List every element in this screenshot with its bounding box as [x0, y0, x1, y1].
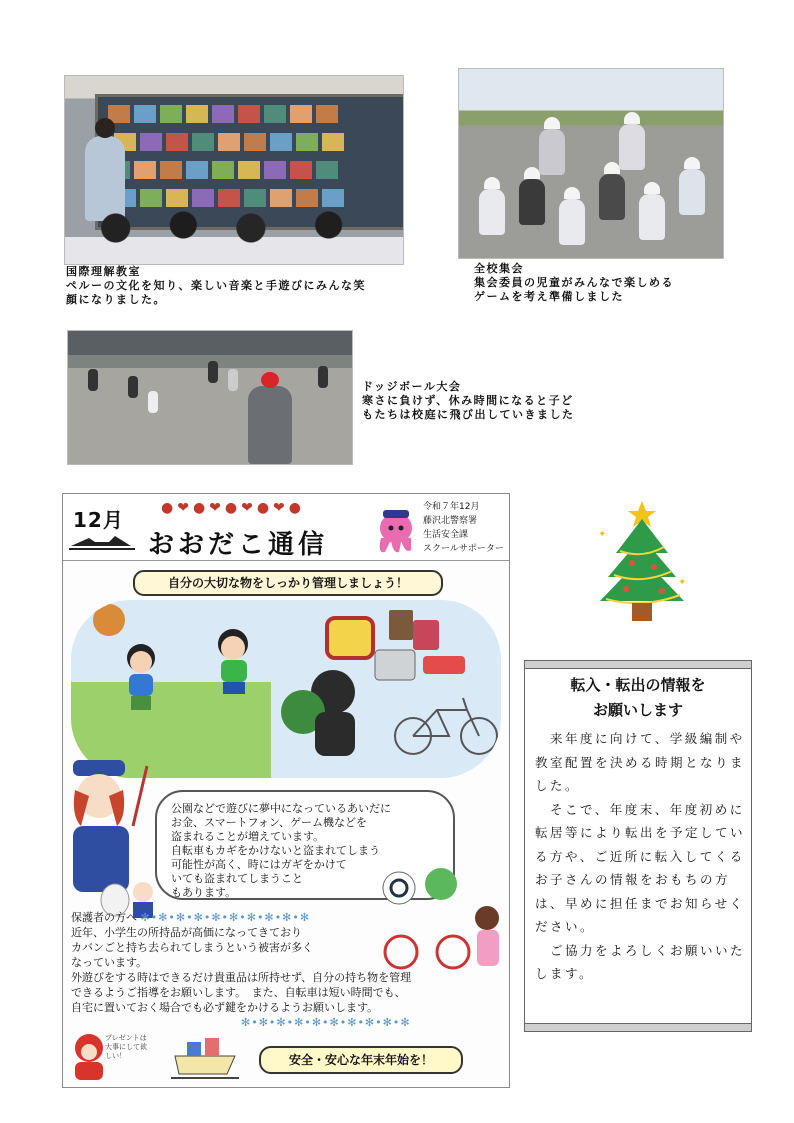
gift-note: プレゼントは大事にして欲しい！	[105, 1034, 147, 1060]
svg-text:✦: ✦	[678, 577, 687, 588]
board-photo-tile	[134, 161, 156, 179]
board-photo-tile	[290, 161, 312, 179]
board-photo-tile	[322, 133, 344, 151]
footer-banner: 安全・安心な年末年始を！	[259, 1046, 463, 1074]
transfer-info-box	[524, 660, 752, 1032]
photo-school-assembly	[458, 68, 724, 259]
board-photo-tile	[186, 161, 208, 179]
caption-title: 全校集会	[474, 262, 524, 275]
board-photo-tile	[264, 105, 286, 123]
police-newsletter	[62, 493, 510, 1088]
board-photo-tile	[296, 133, 318, 151]
box-bottom-band	[525, 1023, 751, 1031]
caption-line: 寒さに負けず、休み時間になると子ど	[362, 394, 574, 407]
thief-icon	[281, 670, 355, 756]
photo-dodgeball	[67, 330, 353, 465]
issuer-block: 令和７年12月 藤沢北警察署 生活安全課 スクールサポーター	[423, 502, 504, 554]
board-photo-tile	[316, 105, 338, 123]
board-photo-tile	[264, 161, 286, 179]
board-photo-tile	[218, 133, 240, 151]
backpack-icon	[327, 618, 373, 658]
octopus-mascot-icon	[373, 508, 419, 556]
board-photo-tile	[134, 105, 156, 123]
newsletter-header	[63, 494, 509, 561]
sleigh-icon	[69, 532, 139, 552]
caption-title: ドッジボール大会	[362, 380, 462, 393]
board-photo-tile	[160, 105, 182, 123]
board-photo-tile	[140, 133, 162, 151]
caption-photo3	[362, 380, 575, 422]
board-photo-tile	[160, 161, 182, 179]
caption-line: もたちは校庭に飛び出していきました	[362, 408, 575, 421]
board-photo-tile	[238, 105, 260, 123]
info-paragraph: ご協力をよろしくお願いいたします。	[535, 942, 746, 981]
board-photo-tile	[238, 161, 260, 179]
board-photo-tile	[166, 133, 188, 151]
devices-icon	[375, 610, 465, 680]
bicycle-icon	[395, 698, 497, 754]
board-photo-tile	[186, 105, 208, 123]
caption-photo1	[66, 265, 366, 307]
speech-bubble: 公園などで遊びに夢中になっているあいだに お金、スマートフォン、ゲーム機などを 盗まれることが増えています。 自転車もカギをかけないと盗まれてしまう 可能性が高く、時にはガギをかけて いても盗まれてしまうこと もあります。	[155, 790, 455, 900]
box-top-band	[525, 661, 751, 669]
illustration-scene	[71, 600, 501, 778]
svg-text:✦: ✦	[598, 529, 607, 540]
newsletter-month: 12月	[73, 508, 124, 532]
photo-international-class	[64, 75, 404, 265]
board-photo-tile	[290, 105, 312, 123]
caption-title: 国際理解教室	[66, 265, 141, 278]
caption-line: ゲームを考え準備しました	[474, 290, 624, 303]
board-photo-tile	[212, 105, 234, 123]
info-body	[535, 727, 745, 986]
children-icon	[127, 629, 248, 710]
newsletter-title: おおだこ通信	[148, 530, 329, 560]
guardian-heading: 保護者の方へ	[71, 911, 137, 924]
decor-faces-icon: ●❤●❤●❤●❤●	[161, 500, 306, 516]
caption-line: 顔になりました。	[66, 293, 166, 306]
snowflake-divider-icon: ✻•✻•✻•✻•✻•✻•✻•✻•✻•✻	[241, 1016, 411, 1029]
board-photo-tile	[316, 161, 338, 179]
santa-sleigh-icon	[67, 1026, 247, 1082]
info-title: 転入・転出の情報を お願いします	[570, 676, 706, 719]
child-figure	[248, 386, 292, 464]
snowflake-divider-icon: ✻•✻•✻•✻•✻•✻•✻•✻•✻•✻	[140, 911, 311, 924]
christmas-tree-icon	[592, 497, 692, 625]
info-paragraph: そこで、年度末、年度初めに転居等により転出を予定している方や、ご近所に転入してくるお子さんの情報をおもちの方は、早めに担任までお知らせください。	[535, 801, 746, 934]
board-photo-tile	[192, 133, 214, 151]
board-photo-tile	[270, 133, 292, 151]
guardian-notice: 保護者の方へ ✻•✻•✻•✻•✻•✻•✻•✻•✻•✻ 近年、小学生の所持品が高価になってきており カバンごと持ち去られてしまうという被害が多く なっています。 外遊びをする時はできるだけ貴重品は所持せず、自分の持ち物を管理 できるようご指導をお願いします。 また、自転車は短い時間でも、 自宅に置いておく場合でも必ず鍵をかけるようお願いします。 ✻•✻•✻•✻•✻•✻•✻•✻•✻•✻	[71, 910, 503, 1030]
info-paragraph: 来年度に向けて、学級編制や教室配置を決める時期となりました。	[535, 731, 746, 793]
caption-photo2	[474, 262, 674, 304]
caption-line: ペルーの文化を知り、楽しい音楽と手遊びにみんな笑	[66, 279, 366, 292]
board-photo-tile	[212, 161, 234, 179]
newsletter-banner: 自分の大切な物をしっかり管理しましょう！	[133, 570, 443, 596]
students-figures	[65, 204, 403, 264]
caption-line: 集会委員の児童がみんなで楽しめる	[474, 276, 674, 289]
board-photo-tile	[244, 133, 266, 151]
